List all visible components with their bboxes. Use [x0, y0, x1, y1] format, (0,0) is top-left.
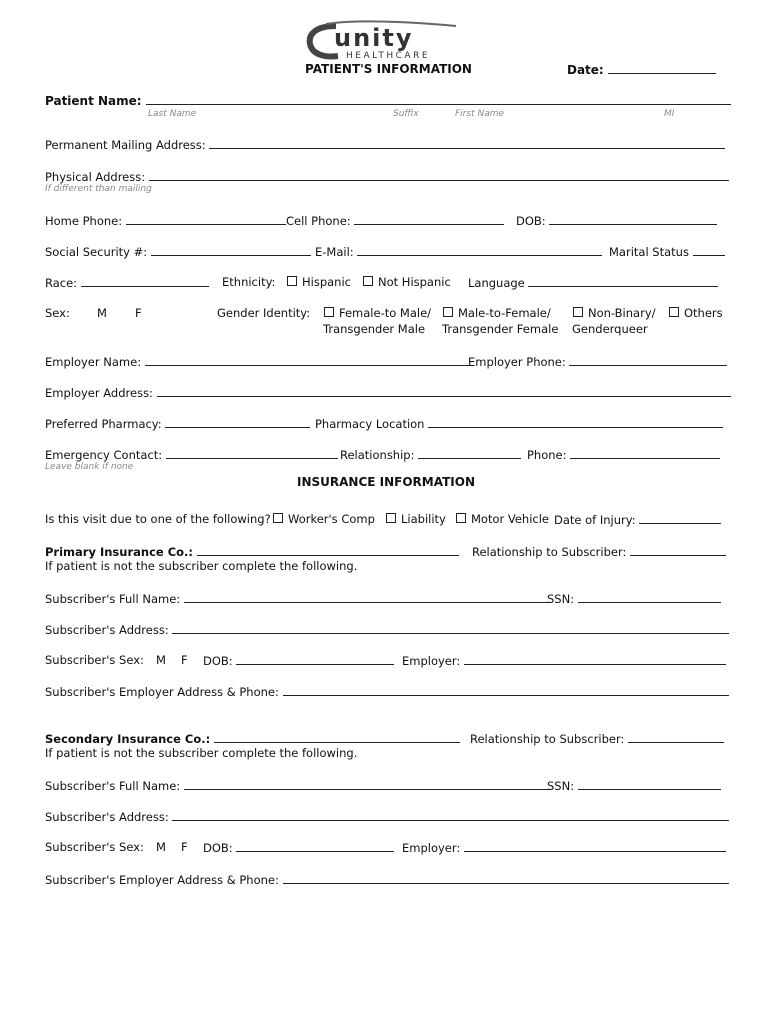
- workers-comp-option[interactable]: [273, 512, 375, 526]
- page-title: PATIENT'S INFORMATION: [305, 62, 472, 76]
- gender-mtf-option[interactable]: [443, 306, 551, 320]
- preferred-pharmacy-label: Preferred Pharmacy:: [45, 417, 162, 431]
- gender-nb-option[interactable]: [573, 306, 656, 320]
- gender-others-checkbox[interactable]: [669, 307, 679, 317]
- secondary-sub-employer-label: Employer:: [402, 841, 461, 855]
- employer-name-label: Employer Name:: [45, 355, 142, 369]
- gender-ftm-option[interactable]: [324, 306, 431, 320]
- employer-name-field[interactable]: [45, 354, 470, 369]
- hint-last-name: Last Name: [148, 109, 197, 119]
- home-phone-field[interactable]: [45, 213, 286, 228]
- gender-nb-label-2: Genderqueer: [572, 322, 648, 336]
- motor-vehicle-checkbox[interactable]: [456, 513, 466, 523]
- emergency-hint: Leave blank if none: [45, 462, 134, 472]
- liability-option[interactable]: [386, 512, 446, 526]
- primary-insurance-field[interactable]: [45, 544, 459, 559]
- dob-field[interactable]: [516, 213, 717, 228]
- patient-name-field[interactable]: [45, 93, 731, 108]
- hispanic-label: Hispanic: [302, 275, 351, 289]
- primary-sub-sex-f[interactable]: F: [181, 653, 188, 667]
- not-hispanic-checkbox[interactable]: [363, 276, 373, 286]
- mailing-address-label: Permanent Mailing Address:: [45, 138, 206, 152]
- secondary-relationship-label: Relationship to Subscriber:: [470, 732, 625, 746]
- marital-status-field[interactable]: [609, 244, 725, 259]
- ssn-label: Social Security #:: [45, 245, 148, 259]
- secondary-sub-emp-addr-label: Subscriber's Employer Address & Phone:: [45, 873, 279, 887]
- gender-mtf-label: Male-to-Female/: [458, 306, 551, 320]
- primary-sub-emp-addr-label: Subscriber's Employer Address & Phone:: [45, 685, 279, 699]
- marital-status-label: Marital Status: [609, 245, 689, 259]
- gender-others-label: Others: [684, 306, 723, 320]
- home-phone-label: Home Phone:: [45, 214, 123, 228]
- ssn-field[interactable]: [45, 244, 311, 259]
- workers-comp-checkbox[interactable]: [273, 513, 283, 523]
- physical-address-label: Physical Address:: [45, 170, 146, 184]
- unity-healthcare-logo: [306, 20, 466, 62]
- svg-text:unity: unity: [334, 24, 414, 52]
- hispanic-option[interactable]: [287, 275, 351, 289]
- pharmacy-location-field[interactable]: [315, 416, 723, 431]
- hint-mi: MI: [664, 109, 675, 119]
- relationship-label: Relationship:: [340, 448, 415, 462]
- secondary-relationship-field[interactable]: [470, 731, 724, 746]
- race-field[interactable]: [45, 275, 209, 290]
- date-of-injury-label: Date of Injury:: [554, 513, 636, 527]
- sex-f-option[interactable]: F: [135, 306, 142, 320]
- visit-question: Is this visit due to one of the following?: [45, 512, 271, 526]
- not-hispanic-option[interactable]: [363, 275, 451, 289]
- not-hispanic-label: Not Hispanic: [378, 275, 451, 289]
- primary-sub-employer-field[interactable]: [402, 653, 726, 668]
- emergency-contact-field[interactable]: [45, 447, 338, 462]
- emergency-contact-label: Emergency Contact:: [45, 448, 163, 462]
- hint-suffix: Suffix: [393, 109, 419, 119]
- employer-address-label: Employer Address:: [45, 386, 153, 400]
- gender-mtf-label-2: Transgender Female: [442, 322, 559, 336]
- secondary-sub-full-name-field[interactable]: [45, 778, 549, 793]
- gender-nb-label: Non-Binary/: [588, 306, 656, 320]
- language-field[interactable]: [468, 275, 718, 290]
- email-label: E-Mail:: [315, 245, 354, 259]
- language-label: Language: [468, 276, 525, 290]
- secondary-sub-address-field[interactable]: [45, 809, 729, 824]
- secondary-insurance-field[interactable]: [45, 731, 460, 746]
- primary-sub-address-label: Subscriber's Address:: [45, 623, 169, 637]
- secondary-sub-employer-field[interactable]: [402, 840, 726, 855]
- primary-insurance-label: Primary Insurance Co.:: [45, 545, 194, 559]
- emergency-phone-label: Phone:: [527, 448, 567, 462]
- motor-vehicle-label: Motor Vehicle: [471, 512, 550, 526]
- employer-phone-label: Employer Phone:: [468, 355, 566, 369]
- secondary-sub-dob-field[interactable]: [203, 840, 394, 855]
- liability-checkbox[interactable]: [386, 513, 396, 523]
- gender-mtf-checkbox[interactable]: [443, 307, 453, 317]
- motor-vehicle-option[interactable]: [456, 512, 549, 526]
- physical-address-field[interactable]: [45, 169, 729, 184]
- secondary-sub-emp-addr-field[interactable]: [45, 872, 729, 887]
- primary-relationship-field[interactable]: [472, 544, 726, 559]
- gender-ftm-label-2: Transgender Male: [323, 322, 426, 336]
- employer-address-field[interactable]: [45, 385, 731, 400]
- primary-sub-sex-m[interactable]: M: [156, 653, 166, 667]
- secondary-insurance-label: Secondary Insurance Co.:: [45, 732, 211, 746]
- secondary-sub-dob-label: DOB:: [203, 841, 233, 855]
- gender-ftm-checkbox[interactable]: [324, 307, 334, 317]
- secondary-sub-full-name-label: Subscriber's Full Name:: [45, 779, 181, 793]
- primary-sub-ssn-field[interactable]: [547, 591, 721, 606]
- date-label: Date:: [567, 63, 604, 77]
- date-of-injury-field[interactable]: [554, 512, 721, 527]
- secondary-sub-sex-m[interactable]: M: [156, 840, 166, 854]
- primary-sub-dob-label: DOB:: [203, 654, 233, 668]
- primary-sub-address-field[interactable]: [45, 622, 729, 637]
- patient-name-label: Patient Name:: [45, 94, 142, 108]
- primary-sub-ssn-label: SSN:: [547, 592, 575, 606]
- secondary-sub-sex-f[interactable]: F: [181, 840, 188, 854]
- primary-sub-emp-addr-field[interactable]: [45, 684, 729, 699]
- secondary-sub-ssn-label: SSN:: [547, 779, 575, 793]
- gender-nb-checkbox[interactable]: [573, 307, 583, 317]
- sex-label: Sex:: [45, 306, 70, 320]
- pharmacy-location-label: Pharmacy Location: [315, 417, 425, 431]
- date-field[interactable]: [567, 62, 716, 77]
- email-field[interactable]: [315, 244, 602, 259]
- primary-if-not-note: If patient is not the subscriber complete the following.: [45, 559, 358, 573]
- preferred-pharmacy-field[interactable]: [45, 416, 310, 431]
- secondary-sub-sex-label: Subscriber's Sex:: [45, 840, 144, 854]
- workers-comp-label: Worker's Comp: [288, 512, 375, 526]
- ethnicity-label: Ethnicity:: [222, 275, 276, 289]
- cell-phone-label: Cell Phone:: [286, 214, 351, 228]
- physical-address-hint: If different than mailing: [45, 184, 152, 194]
- hispanic-checkbox[interactable]: [287, 276, 297, 286]
- primary-sub-sex-label: Subscriber's Sex:: [45, 653, 144, 667]
- emergency-phone-field[interactable]: [527, 447, 720, 462]
- relationship-field[interactable]: [340, 447, 521, 462]
- employer-phone-field[interactable]: [468, 354, 727, 369]
- primary-relationship-label: Relationship to Subscriber:: [472, 545, 627, 559]
- primary-sub-full-name-label: Subscriber's Full Name:: [45, 592, 181, 606]
- secondary-sub-address-label: Subscriber's Address:: [45, 810, 169, 824]
- primary-sub-full-name-field[interactable]: [45, 591, 549, 606]
- ethnicity-group: [222, 275, 275, 289]
- primary-sub-employer-label: Employer:: [402, 654, 461, 668]
- primary-sub-dob-field[interactable]: [203, 653, 394, 668]
- mailing-address-field[interactable]: [45, 137, 725, 152]
- gender-identity-label: Gender Identity:: [217, 306, 311, 320]
- liability-label: Liability: [401, 512, 446, 526]
- hint-first-name: First Name: [455, 109, 505, 119]
- secondary-if-not-note: If patient is not the subscriber complete the following.: [45, 746, 358, 760]
- gender-ftm-label: Female-to Male/: [339, 306, 432, 320]
- race-label: Race:: [45, 276, 78, 290]
- gender-others-option[interactable]: [669, 306, 723, 320]
- secondary-sub-ssn-field[interactable]: [547, 778, 721, 793]
- cell-phone-field[interactable]: [286, 213, 504, 228]
- svg-text:HEALTHCARE: HEALTHCARE: [346, 51, 431, 61]
- insurance-section-title: INSURANCE INFORMATION: [297, 475, 475, 489]
- dob-label: DOB:: [516, 214, 546, 228]
- sex-m-option[interactable]: M: [97, 306, 107, 320]
